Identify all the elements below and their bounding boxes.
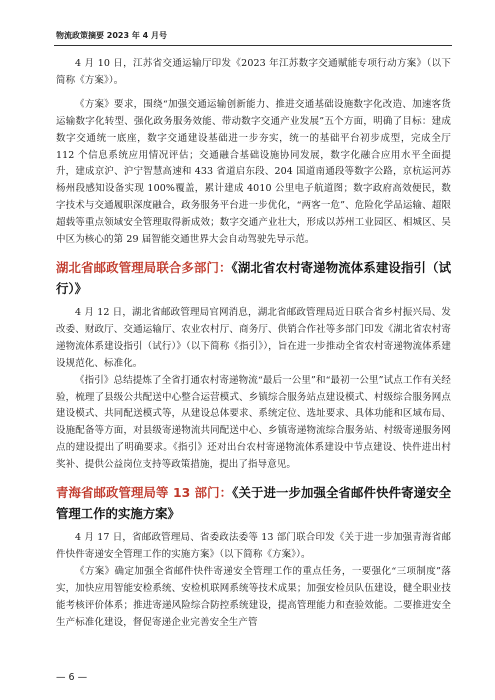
article1-paragraph-1: 4 月 10 日，江苏省交通运输厅印发《2023 年江苏数字交通赋能专项行动方案》（以下简称《方案》）。 [56,58,451,86]
article3-heading-org: 青海省邮政管理局等 13 部门： [56,485,233,501]
article2-paragraph-2: 《指引》总结提炼了全省打通农村寄递物流“最后一公里”和“最初一公里”试点工作有关经验，梳理了县级公共配送中心整合运营模式、乡镇综合服务站点建设模式、村级综合服务网点建设模式、共同配送模式等，从建设总体要求、系统定位、选址要求、具体功能和区域布局、设施配备等方面，对县级寄递物流共同配送中心、乡镇寄递物流综合服务站、村级寄递服务网点的建设提出了明确要求。《指引》还对出台农村寄递物流体系建设中节点建设、快件进出村奖补、提供公益岗位支持等政策措施，提出了指导意见。 [56,374,451,471]
article3-paragraph-1: 4 月 17 日，省邮政管理局、省委政法委等 13 部门联合印发《关于进一步加强青海省邮件快件寄递安全管理工作的实施方案》（以下简称《方案》）。 [56,532,451,560]
article3-heading-title: 《关于进一步加强全省邮件快件寄递安全管理工作的实施方案》 [56,485,451,522]
page-content [56,56,451,631]
article3-heading [56,482,451,524]
article2-heading-org: 湖北省邮政管理局联合多部门： [56,259,232,275]
page-number: — 6 — [56,672,88,683]
article2-paragraph-1: 4 月 12 日，湖北省邮政管理局官网消息，湖北省邮政管理局近日联合省乡村振兴局、发改委、财政厅、交通运输厅、农业农村厅、商务厅、供销合作社等多部门印发《湖北省农村寄递物流体系建设指引（试行）》（以下简称《指引》），旨在进一步推动全省农村寄递物流体系建设规范化、标准化。 [56,306,451,369]
article1-paragraph-2: 《方案》要求，围绕“加强交通运输创新能力、推进交通基础设施数字化改造、加速客货运输数字化转型、强化政务服务效能、带动数字交通产业发展”五个方面，明确了目标：建成数字交通统一底座，数字交通建设基础进一步夯实，统一的基础平台初步成型，完成全厅 112 个信息系统应用情况评估；交通融合基础设施协同发展，数字化融合应用水平全面提升，建成京沪、沪宁智慧高速和 433 省道启东段、204 国道南通段等数字公路，京杭运河苏杨州段感知设备实现 100%覆盖，累计建成 4010 公里电子航道图；数字政府高效便民，数字技术与交通履职深度融合，政务服务平台进一步优化，“两客一危”、危险化学品运输、超限超载等重点领域安全管理取得新成效；数字交通产业壮大，形成以苏州工业园区、相城区、吴中区为核心的第 29 届智能交通世界大会自动驾驶先导示范。 [56,98,451,246]
journal-header: 物流政策摘要 2023 年 4 月号 [56,31,167,40]
article2-heading-title: 《湖北省农村寄递物流体系建设指引（试行）》 [56,259,451,296]
article2-heading [56,257,451,299]
header-divider [54,45,452,46]
article3-paragraph-2: 《方案》确定加强全省邮件快件寄递安全管理工作的重点任务，一要强化“三项制度”落实，加快应用智能安检系统、安检机联网系统等技术成果；加强安检员队伍建设，健全职业技能考核评价体系；推进寄递风险综合防控系统建设，提高管理能力和查验效能。二要推进安全生产标准化建设，督促寄递企业完善安全生产管 [56,565,451,628]
